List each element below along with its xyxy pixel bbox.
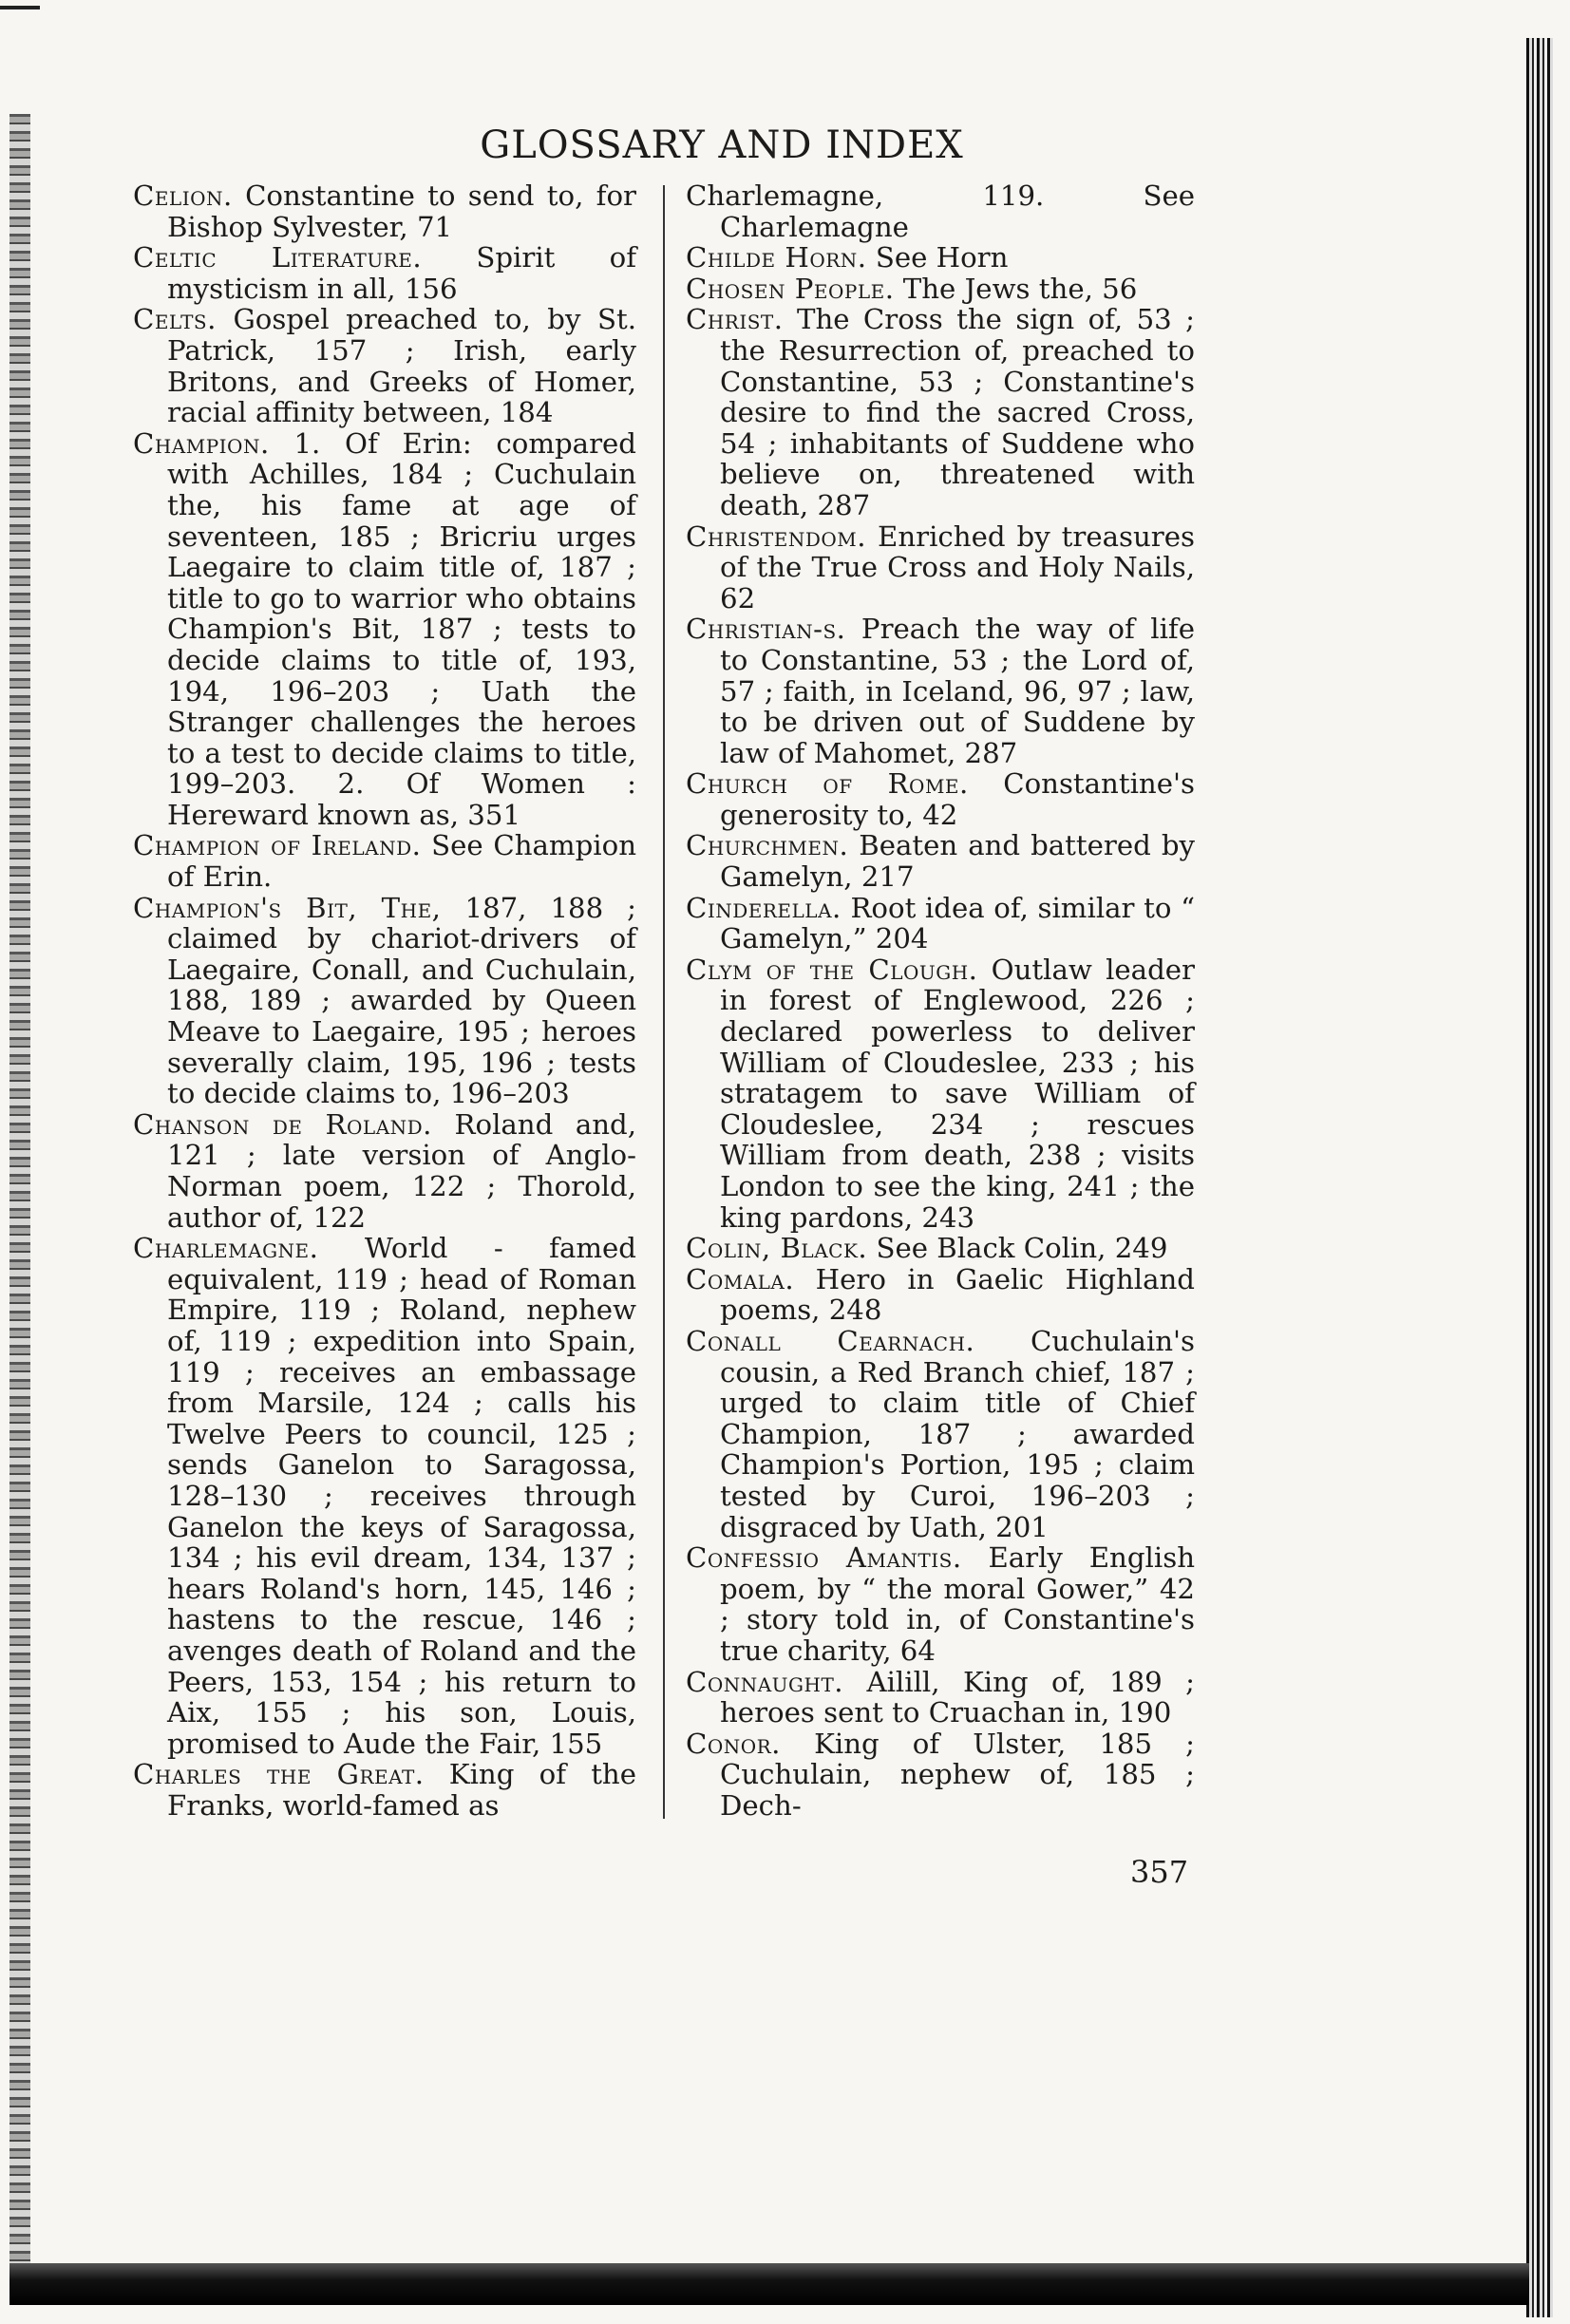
page-number: 357 — [1130, 1854, 1189, 1890]
entry-text: Charlemagne, 119. See Charlemagne — [686, 179, 1195, 243]
index-entry — [133, 830, 636, 892]
entry-text: Constantine to send to, for Bishop Sylvester, 71 — [167, 179, 636, 243]
entry-head: Childe Horn. — [686, 241, 867, 274]
index-entry — [133, 304, 636, 427]
index-entry — [686, 1233, 1195, 1264]
entry-head: Chanson de Roland. — [133, 1107, 432, 1141]
index-entry — [686, 614, 1195, 768]
index-entry — [133, 1109, 636, 1233]
index-entry — [686, 304, 1195, 520]
entry-text: 1. Of Erin: compared with Achilles, 184 ; Cuchulain the, his fame at age of seventeen, 185 ; Bricriu urges Laegaire to claim title of, 187 ; title to go to warrior who obtains Champion's Bit, 187 ; tests to decide claims to title of, 193, 194, 196–203 ; Uath the Stranger challenges the heroes to a test to decide claims to title, 199–203. 2. Of Women : Hereward known as, 351 — [167, 426, 636, 831]
index-entry — [686, 242, 1195, 274]
entry-head: Christ. — [686, 303, 784, 336]
entry-text: Roland and, 121 ; late version of Anglo-Norman poem, 122 ; Thorold, author of, 122 — [167, 1107, 636, 1234]
left-column — [133, 180, 636, 1821]
scan-mark — [0, 6, 40, 9]
index-entry — [686, 1542, 1195, 1666]
entry-text: See Horn — [866, 241, 1009, 274]
entry-head: Celion. — [133, 179, 233, 212]
page-edge-right — [1526, 38, 1553, 2317]
entry-text: Spirit of mysticism in all, 156 — [167, 241, 636, 305]
entry-head: Comala. — [686, 1262, 795, 1295]
entry-head: Conor. — [686, 1727, 781, 1760]
entry-text: Constantine's generosity to, 42 — [720, 767, 1195, 831]
entry-text: World - famed equivalent, 119 ; head of Roman Empire, 119 ; Roland, nephew of, 119 ; expedition into Spain, 119 ; receives an embassage from Marsile, 124 ; calls his Twelve Peers to council, 125 ; sends Ganelon to Saragossa, 128–130 ; receives through Ganelon the keys of Saragossa, 134 ; his evil dream, 134, 137 ; hears Roland's horn, 145, 146 ; hastens to the rescue, 146 ; avenges death of Roland and the Peers, 153, 154 ; his return to Aix, 155 ; his son, Louis, promised to Aude the Fair, 155 — [167, 1232, 636, 1760]
index-entry — [686, 180, 1195, 242]
entry-head: Champion. — [133, 426, 270, 460]
entry-text: The Jews the, 56 — [894, 272, 1138, 305]
entry-head: Champion's Bit, The, — [133, 891, 442, 924]
index-entry — [133, 893, 636, 1109]
entry-text: See Black Colin, 249 — [867, 1232, 1168, 1265]
index-entry — [686, 768, 1195, 830]
entry-head: Connaught. — [686, 1665, 844, 1698]
entry-text: Root idea of, similar to “ Gamelyn,” 204 — [720, 891, 1195, 955]
index-entry — [686, 1326, 1195, 1542]
entry-text: Cuchulain's cousin, a Red Branch chief, 187 ; urged to claim title of Chief Champion, 187 ; awarded Champion's Portion, 195 ; claim tested by Curoi, 196–203 ; disgraced by Uath, 201 — [720, 1324, 1195, 1543]
column-divider — [663, 185, 665, 1819]
index-entry — [686, 1667, 1195, 1729]
index-entry — [133, 1233, 636, 1759]
index-entry — [686, 274, 1195, 305]
entry-head: Chosen People. — [686, 272, 895, 305]
index-entry — [133, 428, 636, 831]
entry-text: See Champion of Erin. — [167, 829, 636, 894]
index-entry — [133, 180, 636, 242]
entry-text: King of Ulster, 185 ; Cuchulain, nephew of, 185 ; Dech- — [720, 1727, 1195, 1822]
entry-text: Hero in Gaelic Highland poems, 248 — [720, 1262, 1195, 1327]
entry-head: Clym of the Clough. — [686, 953, 978, 986]
index-entry — [133, 1759, 636, 1821]
entry-head: Conall Cearnach. — [686, 1324, 975, 1357]
entry-head: Church of Rome. — [686, 767, 969, 801]
entry-head: Celtic Literature. — [133, 241, 423, 274]
entry-text: King of the Franks, world-famed as — [167, 1758, 636, 1822]
entry-head: Cinderella. — [686, 891, 842, 924]
entry-head: Christendom. — [686, 520, 867, 553]
page-title: GLOSSARY AND INDEX — [480, 123, 964, 167]
index-entry — [686, 954, 1195, 1233]
entry-text: Outlaw leader in forest of Englewood, 226 ; declared powerless to deliver William of Cloudeslee, 233 ; his stratagem to save William of Cloudeslee, 234 ; rescues William from death, 238 ; visits London to see the king, 241 ; the king pardons, 243 — [720, 953, 1195, 1234]
index-entry — [686, 893, 1195, 954]
page-edge-bottom — [9, 2263, 1529, 2305]
right-column — [686, 180, 1195, 1821]
entry-text: Ailill, King of, 189 ; heroes sent to Cruachan in, 190 — [720, 1665, 1195, 1729]
entry-text: 187, 188 ; claimed by chariot-drivers of Laegaire, Conall, and Cuchulain, 188, 189 ; awarded by Queen Meave to Laegaire, 195 ; heroes severally claim, 195, 196 ; tests to decide claims to, 196–203 — [167, 891, 637, 1110]
entry-text: Gospel preached to, by St. Patrick, 157 ; Irish, early Britons, and Greeks of Homer, racial affinity between, 184 — [167, 303, 636, 429]
entry-text: Preach the way of life to Constantine, 53 ; the Lord of, 57 ; faith, in Iceland, 96, 97 ; law, to be driven out of Suddene by law of Mahomet, 287 — [720, 613, 1195, 769]
entry-text: Early English poem, by “ the moral Gower,” 42 ; story told in, of Constantine's true charity, 64 — [720, 1541, 1195, 1667]
entry-head: Confessio Amantis. — [686, 1541, 962, 1575]
index-entry — [686, 1729, 1195, 1822]
entry-text: Beaten and battered by Gamelyn, 217 — [720, 829, 1195, 894]
entry-text: The Cross the sign of, 53 ; the Resurrection of, preached to Constantine, 53 ; Constantine's desire to find the sacred Cross, 54 ; inhabitants of Suddene who believe on, threatened with death, 287 — [720, 303, 1195, 521]
index-entry — [686, 521, 1195, 614]
entry-text: Enriched by treasures of the True Cross and Holy Nails, 62 — [720, 520, 1195, 614]
entry-head: Christian-s. — [686, 613, 846, 646]
index-entry — [686, 1264, 1195, 1326]
entry-head: Champion of Ireland. — [133, 829, 422, 862]
entry-head: Charlemagne. — [133, 1232, 319, 1265]
entry-head: Churchmen. — [686, 829, 849, 862]
entry-head: Colin, Black. — [686, 1232, 868, 1265]
index-entry — [133, 242, 636, 304]
index-entry — [686, 830, 1195, 892]
entry-head: Charles the Great. — [133, 1758, 425, 1791]
entry-head: Celts. — [133, 303, 217, 336]
page-edge-left — [9, 114, 30, 2298]
